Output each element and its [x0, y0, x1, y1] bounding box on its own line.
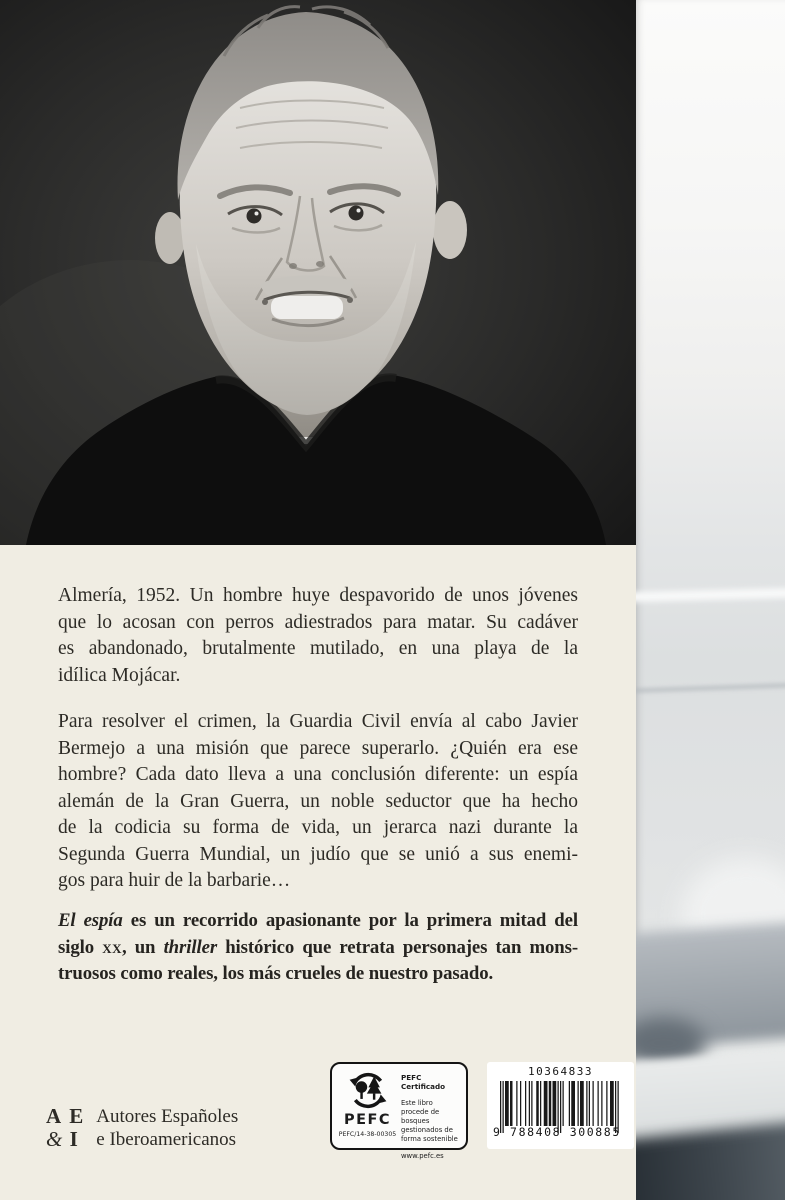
initials-line-2: & I: [46, 1127, 80, 1151]
sea-line: [636, 683, 785, 694]
blurb-paragraph-1: [58, 583, 578, 689]
blurb-paragraph-2: [58, 709, 578, 895]
nostril: [289, 263, 297, 269]
pefc-website: www.pefc.es: [401, 1152, 444, 1160]
publisher-name-line-2: e Iberoamericanos: [96, 1129, 237, 1150]
publisher-colophon: [46, 1105, 238, 1151]
publisher-initials: [46, 1105, 85, 1151]
barcode-isbn-digits: 9 788408 300885: [493, 1125, 621, 1139]
blurb-line: es abandonado, brutalmente mutilado, en una playa de la: [58, 638, 578, 659]
left-ear: [155, 212, 185, 264]
blurb-line: hombre? Cada dato lleva a una conclusión diferente: un espía: [58, 764, 578, 785]
publisher-name: [96, 1105, 238, 1151]
pefc-certification-label: [330, 1062, 468, 1160]
pefc-description: Este libro procede de bosques gestionados de forma sostenible: [401, 1099, 458, 1143]
blurb-line: alemán de la Gran Guerra, un noble seductor que ha hecho: [58, 790, 578, 812]
initials-line-1: A E: [46, 1104, 86, 1128]
barcode-label: [487, 1062, 634, 1149]
blurb-line: Segunda Guerra Mundial, un judío que se unió a sus enemi-: [58, 843, 578, 865]
blurb-line: truosos como reales, los más crueles de nuestro pasado.: [58, 963, 494, 984]
pefc-license-code: PEFC/14-38-00305: [338, 1131, 397, 1138]
sea-band: [636, 587, 785, 602]
pefc-text-column: [397, 1069, 459, 1160]
barcode-top-number: 10364833: [528, 1065, 593, 1078]
blurb-line: que lo acosan con perros adiestrados para matar. Su cadáver: [58, 611, 578, 633]
author-portrait: [0, 0, 636, 545]
front-cover-edge: [636, 0, 785, 1200]
blurb-line: siglo xx, un thriller histórico que retrata personajes tan mons-: [58, 936, 579, 958]
blurb-line: El espía es un recorrido apasionante por la primera mitad del: [58, 910, 578, 931]
publisher-name-line-1: Autores Españoles: [96, 1106, 239, 1127]
blurb-line: Almería, 1952. Un hombre huye despavorido de unos jóvenes: [58, 585, 578, 606]
pefc-logo-column: [338, 1069, 397, 1144]
blurb-line: de la codicia su forma de vida, un jerarca nazi durante la: [58, 817, 578, 838]
right-ear: [433, 201, 467, 259]
pefc-trees-icon: [345, 1069, 391, 1112]
blurb-line: Para resolver el crimen, la Guardia Civil envía al cabo Javier: [58, 711, 578, 732]
author-photo-panel: [0, 0, 636, 545]
mouth-corner: [262, 299, 268, 305]
mouth-corner: [347, 297, 353, 303]
blurb-line: gos para huir de la barbarie…: [58, 870, 291, 891]
blurb-paragraph-3: [58, 908, 578, 988]
pefc-heading: PEFC Certificado: [401, 1073, 446, 1091]
blurb-line: idílica Mojácar.: [58, 664, 181, 686]
nostril: [316, 261, 324, 267]
back-cover-body: [0, 545, 636, 1200]
teeth: [271, 296, 343, 319]
ampersand: &: [46, 1127, 63, 1151]
pefc-acronym: PEFC: [343, 1112, 392, 1128]
blurb-line: Bermejo a una misión que parece superarlo. ¿Quién era ese: [58, 737, 578, 759]
